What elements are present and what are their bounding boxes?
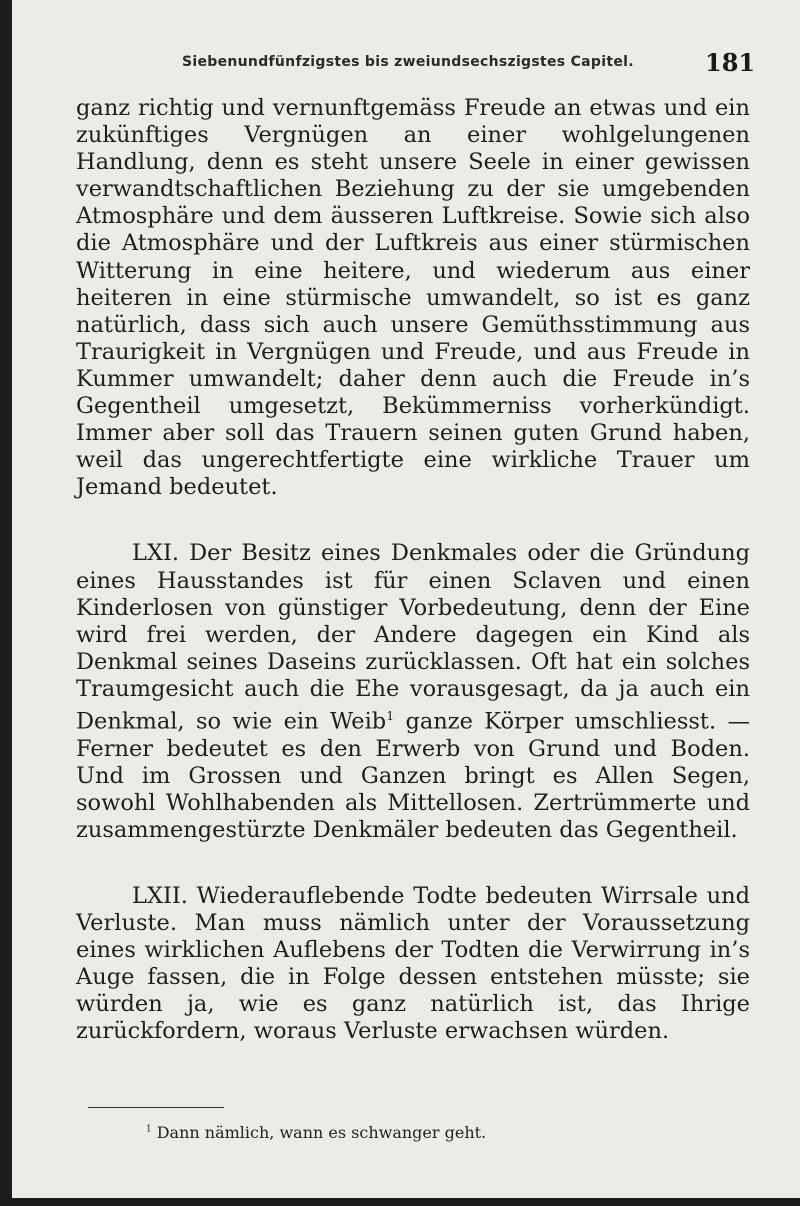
- footnote-reference: 1: [386, 708, 395, 723]
- page-header: [12, 44, 800, 84]
- footnote-text: Dann nämlich, wann es schwanger geht.: [156, 1123, 487, 1142]
- paragraph-lxi-text-b: ganze Körper umschliesst. — Ferner bedeutet es den Erwerb von Grund und Boden. Und im Grossen und Ganzen bringt es Allen Segen, sowohl Wohlhabenden als Mittellosen. Zertrümmerte und zusammengestürzte Denkmäler bedeuten das Gegentheil.: [76, 708, 751, 843]
- footnote-mark: 1: [146, 1124, 152, 1135]
- paragraph-lxii: LXII. Wiederauflebende Todte bedeuten Wirrsale und Verluste. Man muss nämlich unter der Voraussetzung eines wirklichen Auflebens der Todten die Verwirrung in’s Auge fassen, die in Folge dessen entstehen müsste; sie würden ja, wie es ganz natürlich ist, das Ihrige zurückfordern, woraus Verluste erwachsen würden.: [76, 882, 750, 1045]
- paragraph-lxi-text-a: LXI. Der Besitz eines Denkmales oder die Gründung eines Hausstandes ist für einen Sclaven und einen Kinderlosen von günstiger Vorbedeutung, denn der Eine wird frei werden, der Andere dagegen ein Kind als Denkmal seines Daseins zurücklassen. Oft hat ein solches Traumgesicht auch die Ehe vorausgesagt, da ja auch ein Denkmal, so wie ein Weib: [76, 540, 750, 735]
- paragraph-lxi: [76, 540, 750, 844]
- body-text: [76, 95, 750, 1046]
- paragraph-continuation: ganz richtig und vernunftgemäss Freude an etwas und ein zukünftiges Vergnügen an einer wohlgelungenen Handlung, denn es steht unsere Seele in einer gewissen verwandtschaftlichen Beziehung zu der sie umgebenden Atmosphäre und dem äusseren Luftkreise. Sowie sich also die Atmosphäre und der Luftkreis aus einer stürmischen Witterung in eine heitere, und wiederum aus einer heiteren in eine stürmische umwandelt, so ist es ganz natürlich, dass sich auch unsere Gemüthsstimmung aus Traurigkeit in Vergnügen und Freude, und aus Freude in Kummer umwandelt; daher denn auch die Freude in’s Gegentheil umgesetzt, Bekümmerniss vorherkündigt. Immer aber soll das Trauern seinen guten Grund haben, weil das ungerechtfertigte eine wirkliche Trauer um Jemand bedeutet.: [76, 95, 750, 501]
- footnote-rule: [88, 1107, 224, 1108]
- running-head: Siebenundfünfzigstes bis zweiundsechszigstes Capitel.: [182, 54, 634, 70]
- page-number: 181: [705, 48, 756, 77]
- footnote: [146, 1123, 486, 1142]
- book-page: [12, 0, 800, 1198]
